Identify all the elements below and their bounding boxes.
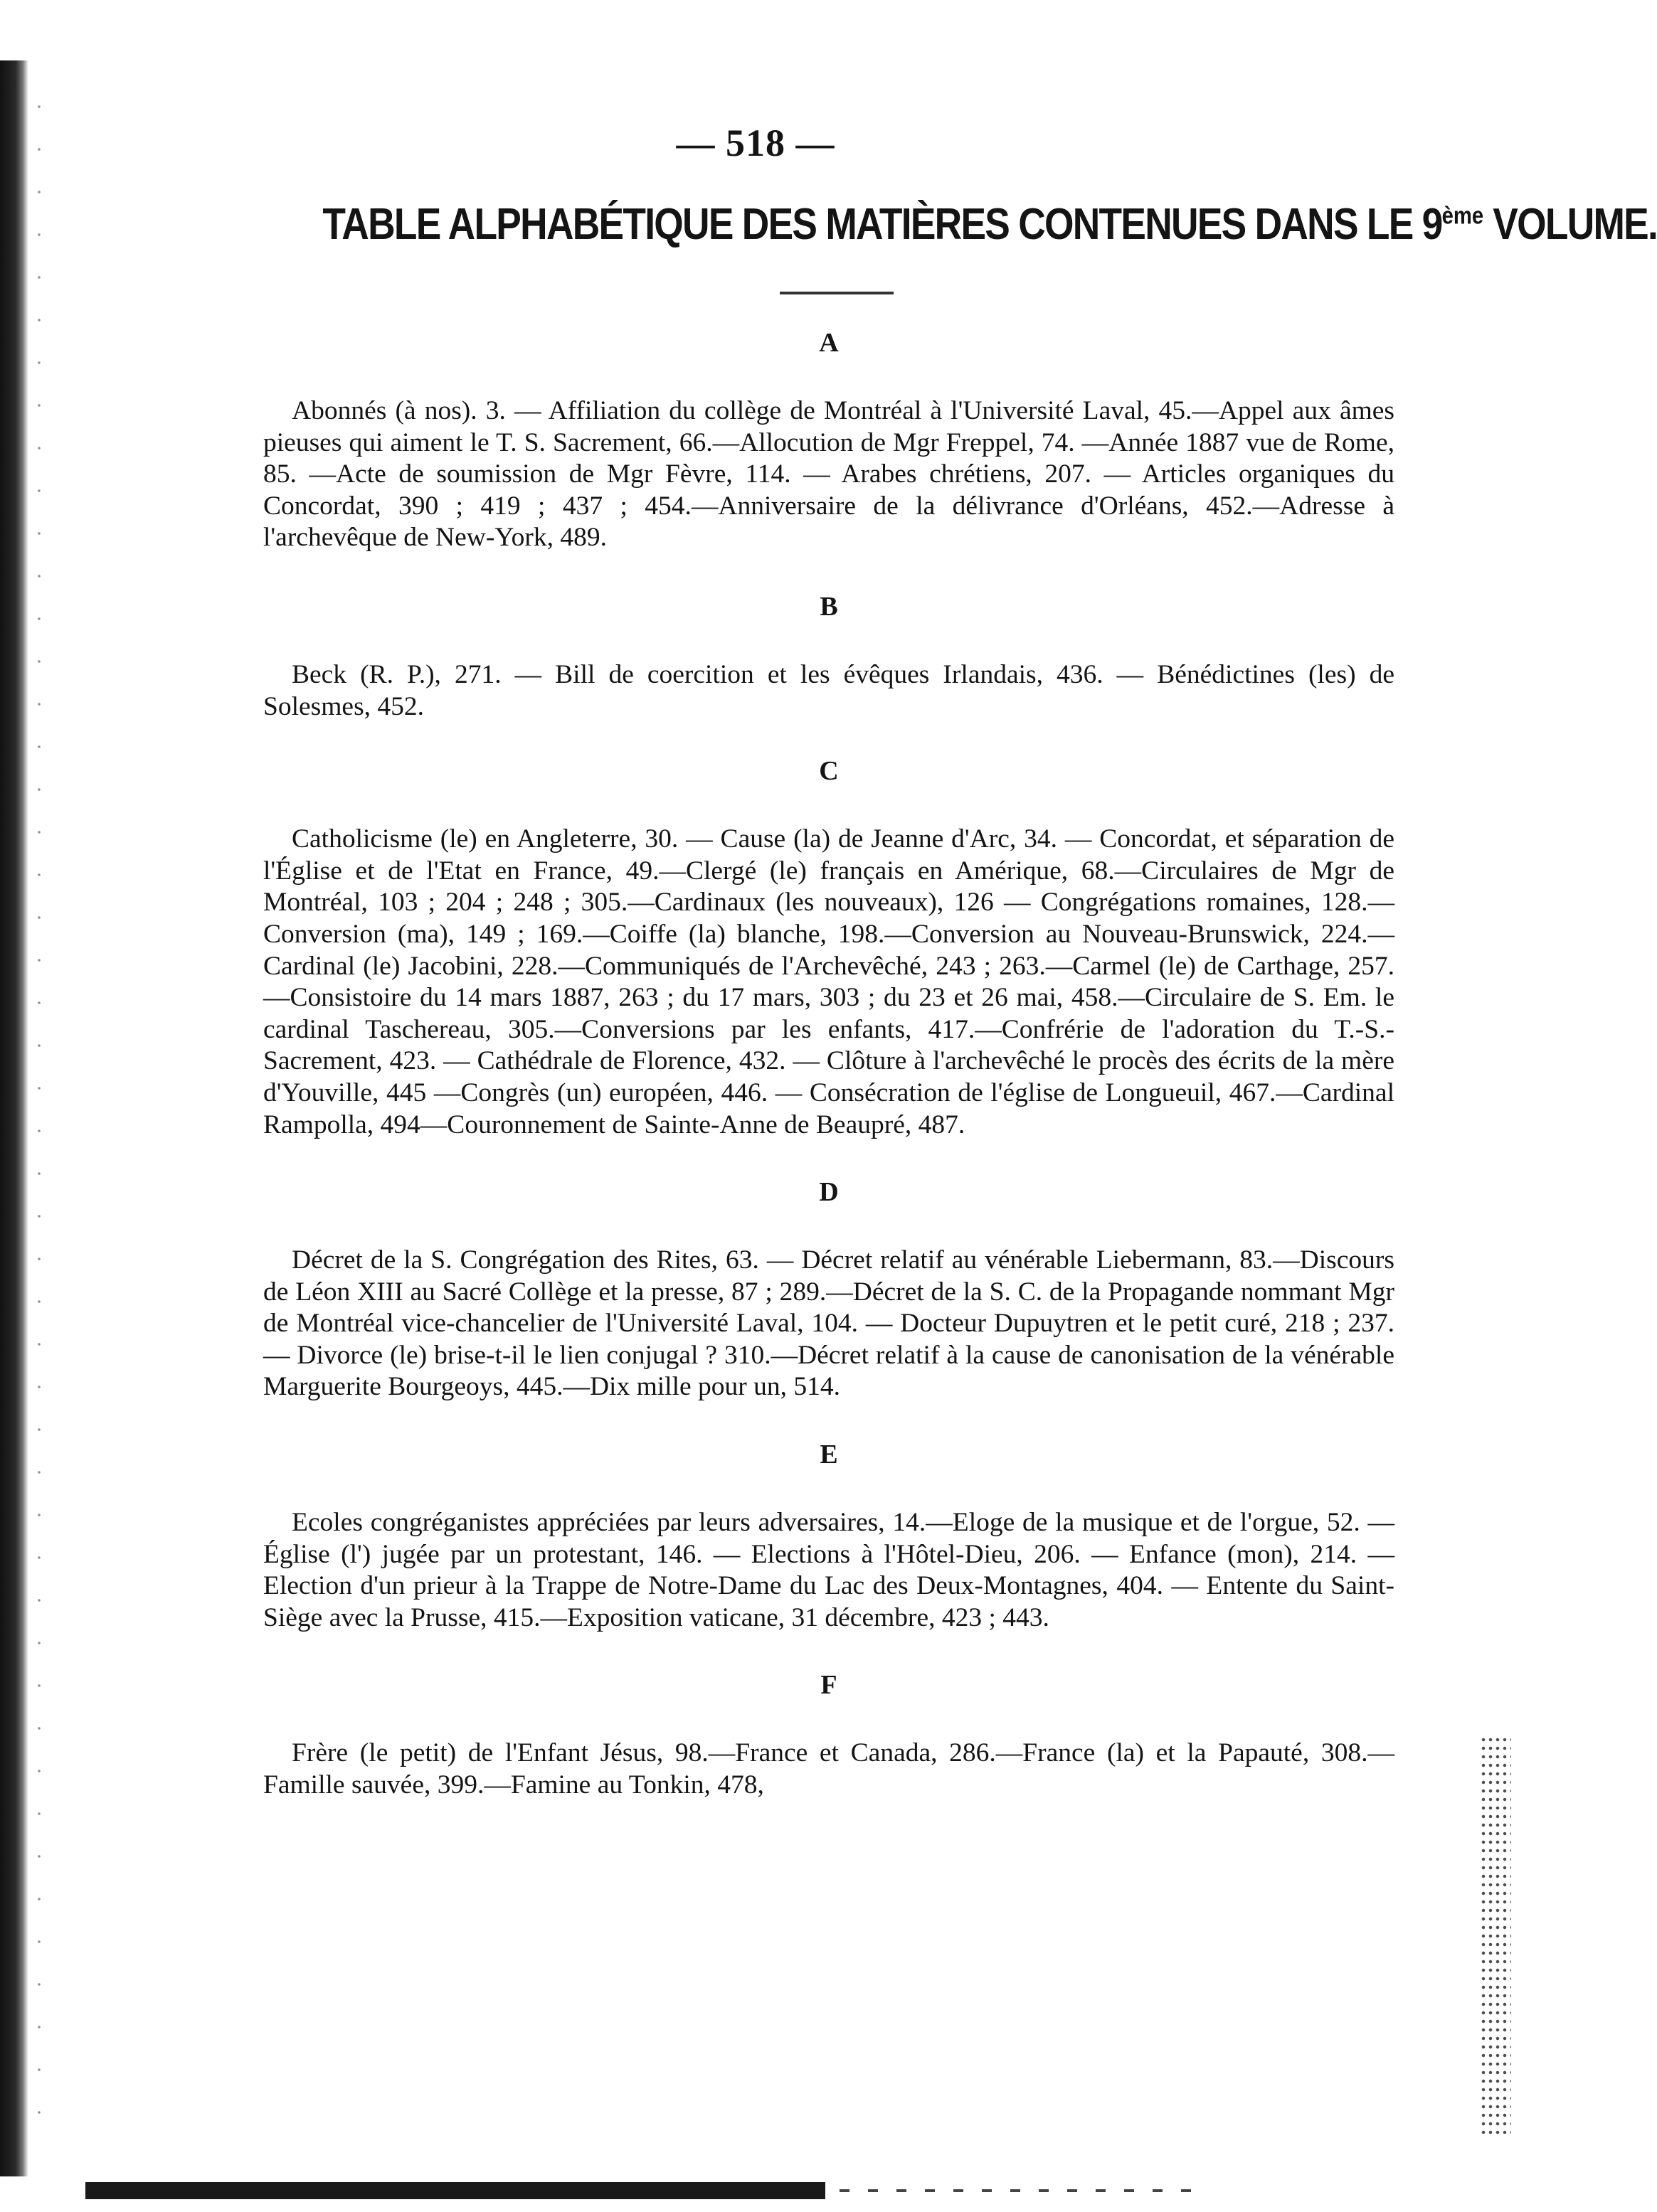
table-title-superscript: ème: [1441, 202, 1484, 230]
binding-edge: [0, 60, 28, 2176]
section-letter: A: [819, 328, 839, 358]
scan-bar-bottom: [85, 2182, 825, 2199]
section-entries: Catholicisme (le) en Angleterre, 30. — Cause (la) de Jeanne d'Arc, 34. — Concordat, et séparation de l'Église et de l'Etat en France, 49.—Clergé (le) français en Amérique, 68.—Circulaires de Mgr de Montréal, 103 ; 204 ; 248 ; 305.—Cardinaux (les nouveaux), 126 — Congrégations romaines, 128.—Conversion (ma), 149 ; 169.—Coiffe (la) blanche, 198.—Conversion au Nouveau-Brunswick, 224.—Cardinal (le) Jacobini, 228.—Communiqués de l'Archevêché, 243 ; 263.—Carmel (le) de Carthage, 257. —Consistoire du 14 mars 1887, 263 ; du 17 mars, 303 ; du 23 et 26 mai, 458.—Circulaire de S. Em. le cardinal Taschereau, 305.—Conversions par les enfants, 417.—Confrérie de l'adoration du T.-S.-Sacrement, 423. — Cathédrale de Florence, 432. — Clôture à l'archevêché le procès des écrits de la mère d'Youville, 445 —Congrès (un) européen, 446. — Consécration de l'église de Longueuil, 467.—Cardinal Rampolla, 494—Couronnement de Sainte-Anne de Beaupré, 487.: [263, 824, 1394, 1139]
section-entries: Décret de la S. Congrégation des Rites, 63. — Décret relatif au vénérable Liebermann, 83.—Discours de Léon XIII au Sacré Collège et la presse, 87 ; 289.—Décret de la S. C. de la Propagande nommant Mgr de Montréal vice-chancelier de l'Université Laval, 104. — Docteur Dupuytren et le petit curé, 218 ; 237. — Divorce (le) brise-t-il le lien conjugal ? 310.—Décret relatif à la cause de canonisation de la vénérable Marguerite Bourgeoys, 445.—Dix mille pour un, 514.: [263, 1245, 1394, 1402]
table-title-end: VOLUME.: [1483, 200, 1657, 249]
index-body: [263, 327, 1394, 1802]
section-d: [263, 1176, 1394, 1403]
section-a: [263, 327, 1394, 554]
section-entries: Frère (le petit) de l'Enfant Jésus, 98.—France et Canada, 286.—France (la) et la Papauté, 308.—Famille sauvée, 399.—Famine au Tonkin, 478,: [263, 1738, 1394, 1800]
section-letter: C: [819, 756, 839, 787]
section-letter: B: [820, 591, 838, 622]
section-f: [263, 1669, 1394, 1801]
section-b: [263, 591, 1394, 723]
section-entries: Abonnés (à nos). 3. — Affiliation du collège de Montréal à l'Université Laval, 45.—Appel aux âmes pieuses qui aiment le T. S. Sacrement, 66.—Allocution de Mgr Freppel, 74. —Année 1887 vue de Rome, 85. —Acte de soumission de Mgr Fèvre, 114. — Arabes chrétiens, 207. — Articles organiques du Concordat, 390 ; 419 ; 437 ; 454.—Anniversaire de la délivrance d'Orléans, 452.—Adresse à l'archevêque de New-York, 489.: [263, 396, 1394, 553]
table-title: [322, 199, 1657, 250]
section-letter: F: [820, 1670, 837, 1701]
scan-dash-bottom: [840, 2189, 1195, 2192]
section-entries: Beck (R. P.), 271. — Bill de coercition et les évêques Irlandais, 436. — Bénédictines (les) de Solesmes, 452.: [263, 659, 1394, 721]
scan-noise-right: [1480, 1735, 1511, 2134]
page-number: — 518 —: [676, 122, 835, 164]
binding-marks: [33, 85, 46, 2148]
table-title-main: TABLE ALPHABÉTIQUE DES MATIÈRES CONTENUES DANS LE 9: [322, 200, 1442, 249]
section-e: [263, 1439, 1394, 1634]
section-c: [263, 755, 1394, 1141]
section-entries: Ecoles congréganistes appréciées par leurs adversaires, 14.—Eloge de la musique et de l'orgue, 52. — Église (l') jugée par un protestant, 146. — Elections à l'Hôtel-Dieu, 206. — Enfance (mon), 214. — Election d'un prieur à la Trappe de Notre-Dame du Lac des Deux-Montagnes, 404. — Entente du Saint-Siège avec la Prusse, 415.—Exposition vaticane, 31 décembre, 423 ; 443.: [263, 1508, 1394, 1632]
section-letter: D: [819, 1177, 839, 1208]
title-underline: [780, 292, 894, 294]
section-letter: E: [820, 1440, 838, 1470]
